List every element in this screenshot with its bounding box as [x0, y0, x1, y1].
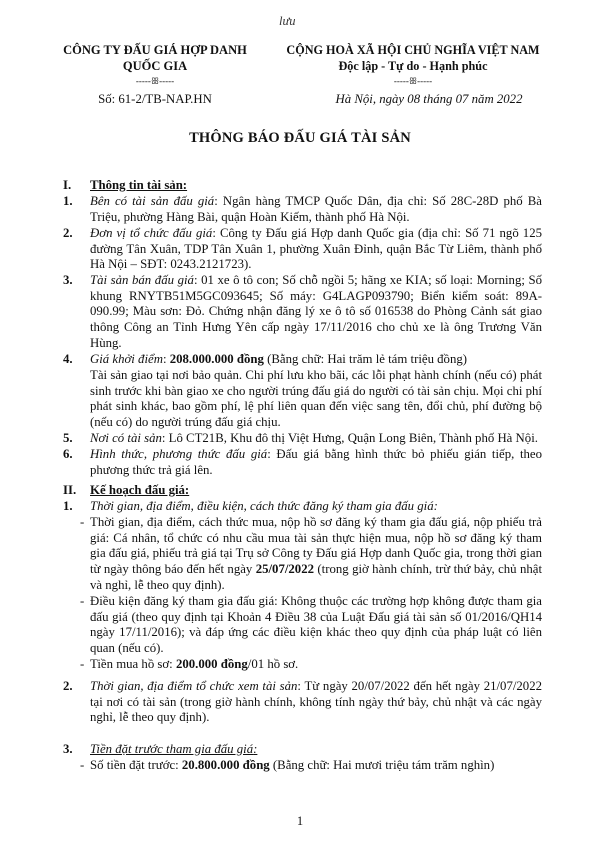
item1-number: 1. [63, 194, 73, 208]
plan-item1-title [90, 499, 542, 515]
item4-note: Tài sản giao tại nơi bảo quản. Chi phí lưu kho bãi, các lỗi phạt hành chính (nếu có) phát sinh trước khi bàn giao xe cho người trúng đấu giá do người có tài sản chịu. Mọi chi phí phát sinh khác, bao gồm phí, lệ phí liên quan đến việc sang tên, đổi chủ, phí đường bộ (nếu có) do người trúng đấu giá chịu. [90, 368, 542, 430]
item2-number: 2. [63, 226, 73, 240]
document-number: Số: 61-2/TB-NAP.HN [98, 92, 212, 106]
bullet4-text [90, 758, 542, 774]
bullet1-dash: - [80, 515, 85, 529]
item5-number: 5. [63, 431, 73, 445]
deposit-amount: 20.800.000 đồng [181, 758, 270, 772]
bullet3-post: /01 hồ sơ. [247, 657, 299, 671]
item2-content: : Công ty Đấu giá Hợp danh Quốc gia (địa chỉ: Số 71 ngõ 125 đường Tân Xuân, TDP Tân Xuân 1, phường Xuân Đỉnh, quận Bắc Từ Liêm, thành phố Hà Nội – SĐT: 0243.2121723). [90, 226, 542, 272]
section2-heading: Kế hoạch đấu giá: [90, 483, 190, 497]
item3-number: 3. [63, 273, 73, 287]
bullet4-post: (Bằng chữ: Hai mươi triệu tám trăm nghìn) [269, 758, 495, 772]
starting-price: 208.000.000 đồng [169, 352, 264, 366]
item3-text [90, 273, 542, 352]
date-place: Hà Nội, ngày 08 tháng 07 năm 2022 [335, 92, 523, 106]
bullet3-dash: - [80, 657, 85, 671]
registration-deadline: 25/07/2022 [255, 562, 315, 577]
section1-number: I. [63, 178, 72, 192]
item2-text [90, 226, 542, 273]
bullet3-pre: Tiền mua hồ sơ: [90, 657, 176, 671]
org-name-line1: CÔNG TY ĐẤU GIÁ HỢP DANH [63, 43, 247, 57]
left-ornament: -----ꕥ----- [135, 76, 175, 86]
bullet1-text [90, 515, 542, 594]
plan-item1-colon: : [433, 499, 438, 513]
plan-item1-label: Thời gian, địa điểm, điều kiện, cách thức đăng ký tham gia đấu giá [90, 499, 434, 513]
plan-item3-label: Tiền đặt trước tham gia đấu giá [90, 742, 254, 756]
national-motto: Độc lập - Tự do - Hạnh phúc [338, 59, 488, 73]
item2-label: Đơn vị tổ chức đấu giá [90, 226, 213, 240]
plan-item2-number: 2. [63, 679, 73, 693]
bullet4-dash: - [80, 758, 85, 772]
bullet1-post: (trong giờ hành chính, trừ thứ bảy, chủ nhật và nghỉ, lễ theo quy định). [90, 562, 543, 592]
item5-text [90, 431, 542, 447]
bullet2-dash: - [80, 594, 85, 608]
dossier-fee: 200.000 đồng [175, 657, 248, 671]
section1-heading: Thông tin tài sản: [90, 178, 188, 192]
plan-item2-label: Thời gian, địa điểm tổ chức xem tài sản [90, 679, 298, 693]
item1-content: : Ngân hàng TMCP Quốc Dân, địa chỉ: Số 28C-28D phố Bà Triệu, phường Hàng Bài, quận Hoàn Kiếm, thành phố Hà Nội. [90, 194, 542, 224]
item6-label: Hình thức, phương thức đấu giá [90, 447, 268, 461]
plan-item1-number: 1. [63, 499, 73, 513]
item4-text [90, 352, 542, 368]
item4-content: (Bằng chữ: Hai trăm lẻ tám triệu đồng) [263, 352, 468, 366]
plan-item2-content: : Từ ngày 20/07/2022 đến hết ngày 21/07/2022 tại nơi có tài sản (trong giờ hành chính, không tính ngày thứ bảy, chủ nhật và các ngày nghỉ, lễ theo quy định). [90, 679, 542, 725]
item1-text [90, 194, 542, 225]
item1-label: Bên có tài sản đấu giá [90, 194, 215, 208]
plan-item2-text [90, 679, 542, 726]
plan-item3-colon: : [253, 742, 258, 756]
bullet1-pre: Thời gian, địa điểm, cách thức mua, nộp hồ sơ đăng ký tham gia đấu giá, nộp phiếu trả giá: Cá nhân, tổ chức có nhu cầu mua tài sản thực hiện mua, nộp hồ sơ đăng ký tham gia đấu giá, phiếu trả giá tại Trụ sở Công ty Đấu giá Hợp danh Quốc gia, trong thời gian từ ngày thông báo đến hết ngày [90, 515, 542, 577]
plan-item3-number: 3. [63, 742, 73, 756]
item5-label: Nơi có tài sản [90, 431, 162, 445]
item6-number: 6. [63, 447, 73, 461]
page-number: 1 [296, 814, 304, 828]
section2-number: II. [63, 483, 77, 497]
bullet3-text [90, 657, 542, 673]
plan-item3-title [90, 742, 542, 758]
item4-number: 4. [63, 352, 73, 366]
document-title: THÔNG BÁO ĐẤU GIÁ TÀI SẢN [189, 130, 411, 146]
item4-label: Giá khởi điểm [90, 352, 163, 366]
national-title: CỘNG HOÀ XÃ HỘI CHỦ NGHĨA VIỆT NAM [286, 43, 540, 57]
item6-content: : Đấu giá bằng hình thức bỏ phiếu gián tiếp, theo phương thức trả giá lên. [90, 447, 542, 477]
item3-content: : 01 xe ô tô con; Số chỗ ngồi 5; hãng xe KIA; số loại: Morning; Số khung RNYTB51M5GC093645; Số máy: G4LAGP093790; Biển kiểm soát: 89A-090.99; Màu sơn: Đỏ. Chứng nhận đăng lý xe ô tô số 016538 do Phòng Cảnh sát giao thông Công an Tỉnh Hưng Yên cấp ngày 17/11/2016 cho chủ xe là ông Trương Văn Hùng. [90, 273, 543, 350]
item3-label: Tài sản bán đấu giá [90, 273, 194, 287]
item5-content: : Lô CT21B, Khu đô thị Việt Hưng, Quận Long Biên, Thành phố Hà Nội. [161, 431, 538, 445]
right-ornament: -----ꕥ----- [393, 76, 433, 86]
handwritten-mark: lưu [279, 14, 296, 28]
bullet2-text: Điều kiện đăng ký tham gia đấu giá: Không thuộc các trường hợp không được tham gia đấu giá (theo quy định tại Khoản 4 Điều 38 của Luật Đấu giá tài sản số 01/2016/QH14 ngày 17/11/2016); và đáp ứng các điều kiện khác theo quy định của pháp luật có liên quan (nếu có). [90, 594, 542, 656]
item6-text [90, 447, 542, 478]
org-name-line2: QUỐC GIA [122, 59, 188, 73]
item4-sep: : [162, 352, 170, 366]
bullet4-pre: Số tiền đặt trước: [90, 758, 182, 772]
